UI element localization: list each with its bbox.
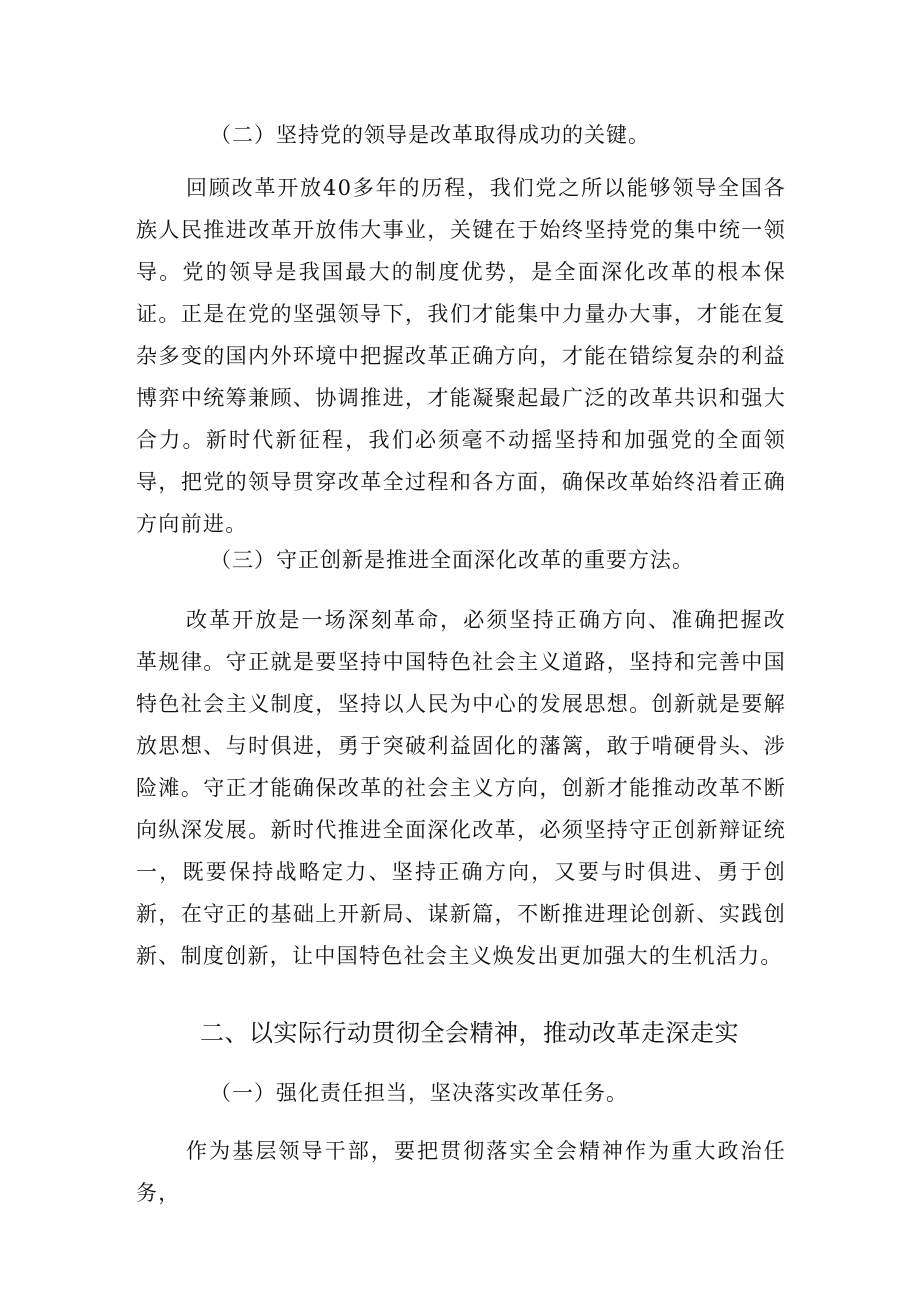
subsection-title-1: （一）强化责任担当，坚决落实改革任务。 xyxy=(210,1081,628,1105)
paragraph-responsibility: 作为基层领导干部，要把贯彻落实全会精神作为重大政治任务， xyxy=(136,1139,786,1205)
paragraph-innovation: 改革开放是一场深刻革命，必须坚持正确方向、准确把握改革规律。守正就是要坚持中国特色社会主义道路，坚持和完善中国特色社会主义制度，坚持以人民为中心的发展思想。创新就是要解放思想、与时俱进，勇于突破利益固化的藩篱，敢于啃硬骨头、涉险滩。守正才能确保改革的社会主义方向，创新才能推动改革不断向纵深发展。新时代推进全面深化改革，必须坚持守正创新辩证统一，既要保持战略定力、坚持正确方向，又要与时俱进、勇于创新，在守正的基础上开新局、谋新篇，不断推进理论创新、实践创新、制度创新，让中国特色社会主义焕发出更加强大的生机活力。 xyxy=(136,608,786,968)
paragraph-party-leadership: 回顾改革开放40多年的历程，我们党之所以能够领导全国各族人民推进改革开放伟大事业，关键在于始终坚持党的集中统一领导。党的领导是我国最大的制度优势，是全面深化改革的根本保证。正是在党的坚强领导下，我们才能集中力量办大事，才能在复杂多变的国内外环境中把握改革正确方向，才能在错综复杂的利益博弈中统筹兼顾、协调推进，才能凝聚起最广泛的改革共识和强大合力。新时代新征程，我们必须毫不动摇坚持和加强党的全面领导，把党的领导贯穿改革全过程和各方面，确保改革始终沿着正确方向前进。 xyxy=(136,176,786,536)
section-heading-2: 二、以实际行动贯彻全会精神，推动改革走深走实 xyxy=(200,1019,739,1047)
subsection-title-2: （二）坚持党的领导是改革取得成功的关键。 xyxy=(210,123,650,147)
subsection-title-3: （三）守正创新是推进全面深化改革的重要方法。 xyxy=(210,548,694,572)
